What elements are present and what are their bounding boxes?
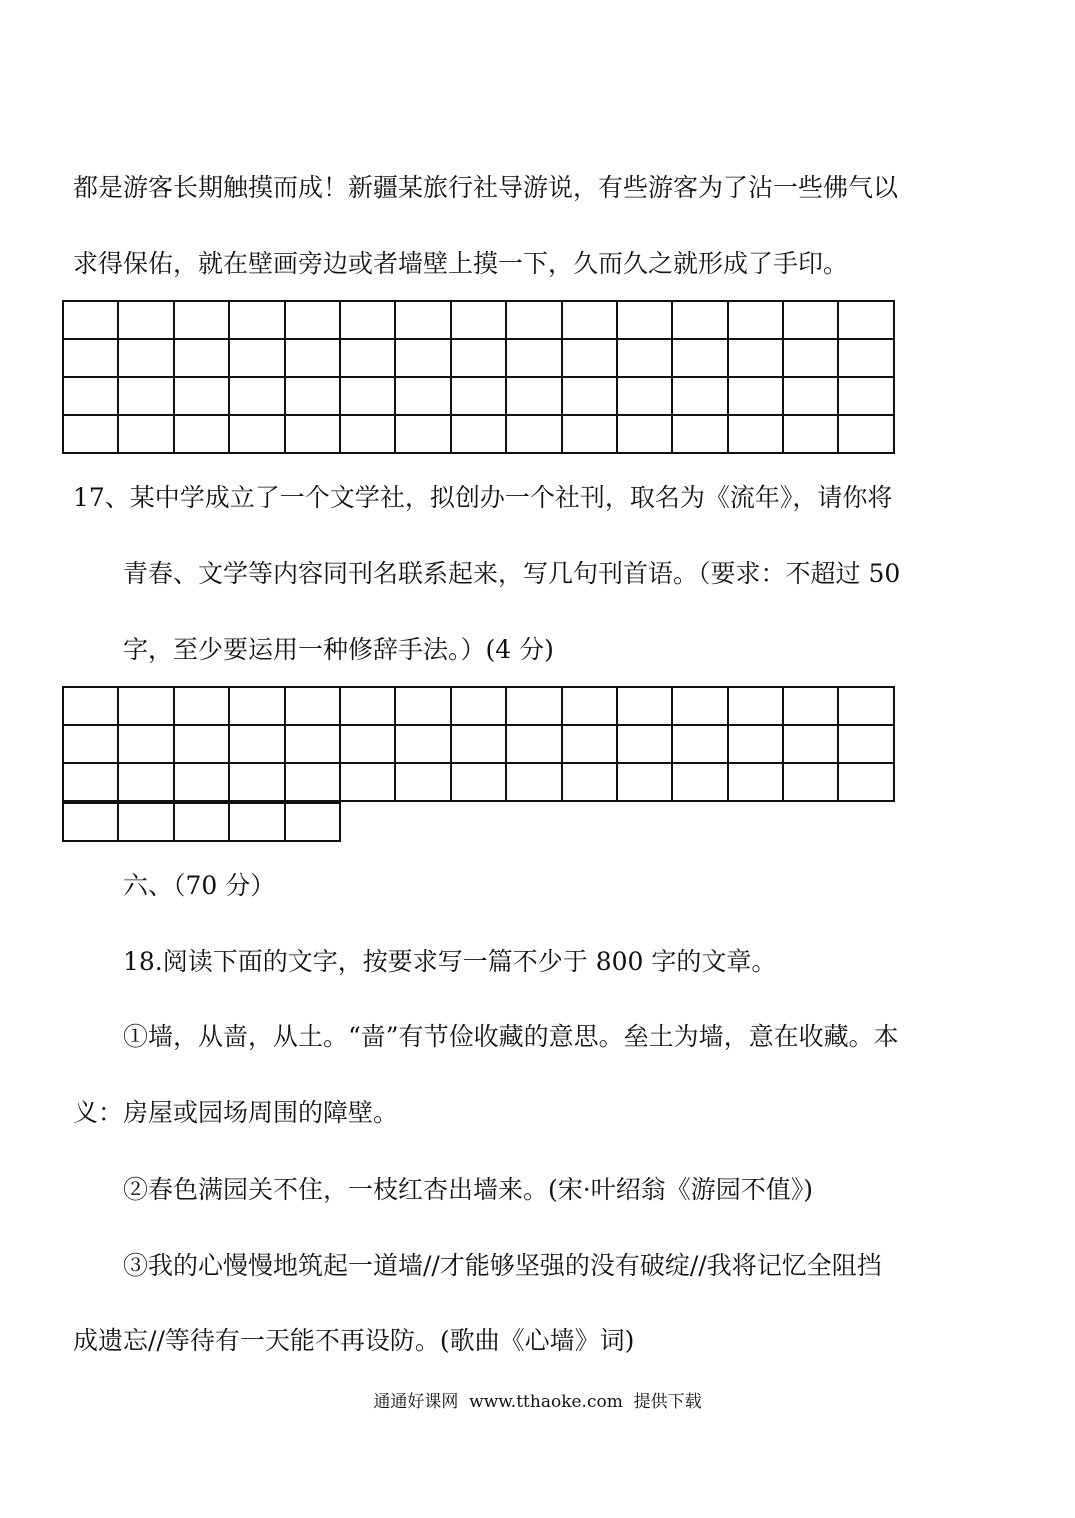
material-1-line-2: 义：房屋或园场周围的障壁。 (73, 1098, 399, 1127)
p1-line-2: 求得保佑，就在壁画旁边或者墙壁上摸一下，久而久之就形成了手印。 (73, 249, 849, 278)
material-3-line-2: 成遗忘//等待有一天能不再设防。(歌曲《心墙》词) (73, 1326, 635, 1355)
q17-line-2: 青春、文学等内容同刊名联系起来，写几句刊首语。（要求：不超过 50 (123, 559, 901, 588)
page-footer: 通通好课网 www.tthaoke.com 提供下载 (373, 1392, 702, 1412)
answer-grid-16 (62, 300, 895, 454)
q17-line-3: 字，至少要运用一种修辞手法。）(4 分) (123, 635, 554, 664)
material-1-line-1: ①墙，从啬，从土。“啬”有节俭收藏的意思。垒土为墙，意在收藏。本 (123, 1022, 899, 1051)
q18-prompt: 18.阅读下面的文字，按要求写一篇不少于 800 字的文章。 (123, 947, 777, 976)
p1-line-1: 都是游客长期触摸而成！新疆某旅行社导游说，有些游客为了沾一些佛气以 (73, 173, 899, 202)
material-2: ②春色满园关不住，一枝红杏出墙来。(宋·叶绍翁《游园不值》) (123, 1175, 813, 1204)
answer-grid-17 (62, 686, 895, 802)
material-3-line-1: ③我的心慢慢地筑起一道墙//才能够坚强的没有破绽//我将记忆全阻挡 (123, 1251, 882, 1280)
answer-grid-17-last-row (62, 802, 341, 842)
q17-line-1: 17、某中学成立了一个文学社，拟创办一个社刊，取名为《流年》，请你将 (73, 483, 893, 512)
section-6-heading: 六、（70 分） (123, 871, 276, 900)
